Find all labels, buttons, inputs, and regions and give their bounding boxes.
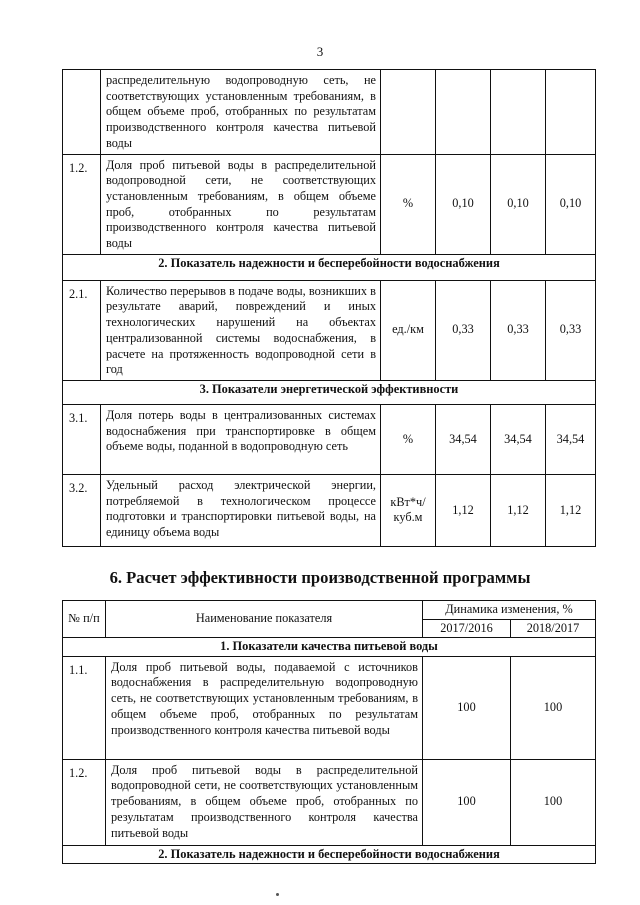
table-row bbox=[63, 656, 596, 759]
row-text: распределительную водопроводную сеть, не соответствующих установленным требованиям, в общем объеме проб, отобранных по результатам производственного контроля качества питьевой воды bbox=[101, 70, 381, 155]
header-number: № п/п bbox=[63, 601, 106, 638]
row-number: 1.2. bbox=[63, 154, 101, 254]
efficiency-table bbox=[62, 600, 596, 864]
row-value: 100 bbox=[511, 656, 596, 759]
row-unit: % bbox=[381, 404, 436, 474]
row-text: Доля проб питьевой воды в распределительной водопроводной сети, не соответствующих установленным требованиям, в общем объеме проб, отобранных по результатам производственного контроля качества питьевой воды bbox=[106, 759, 423, 845]
row-number: 3.1. bbox=[63, 404, 101, 474]
section-title: 3. Показатели энергетической эффективности bbox=[63, 380, 596, 404]
row-value: 1,12 bbox=[546, 474, 596, 546]
indicators-table bbox=[62, 69, 596, 547]
row-text: Доля проб питьевой воды, подаваемой с источников водоснабжения в распределительную водопроводную сеть, не соответствующих установленным требованиям, в общем объеме проб, отобранных по результатам производственного контроля качества питьевой воды bbox=[106, 656, 423, 759]
section-title: 2. Показатель надежности и бесперебойности водоснабжения bbox=[63, 845, 596, 864]
row-value: 34,54 bbox=[491, 404, 546, 474]
header-row bbox=[63, 601, 596, 620]
row-value: 0,10 bbox=[491, 154, 546, 254]
table-row bbox=[63, 154, 596, 254]
section-row bbox=[63, 638, 596, 657]
row-text: Количество перерывов в подаче воды, возникших в результате аварий, повреждений и иных технологических нарушений на объектах централизованной системы водоснабжения, в расчете на протяженность водопроводной сети в год bbox=[101, 280, 381, 380]
row-number: 1.2. bbox=[63, 759, 106, 845]
header-period: 2018/2017 bbox=[511, 620, 596, 638]
section-row bbox=[63, 254, 596, 280]
row-value: 34,54 bbox=[546, 404, 596, 474]
row-number: 3.2. bbox=[63, 474, 101, 546]
table-row bbox=[63, 280, 596, 380]
header-period: 2017/2016 bbox=[423, 620, 511, 638]
section-title: 2. Показатель надежности и бесперебойности водоснабжения bbox=[63, 254, 596, 280]
section-row bbox=[63, 380, 596, 404]
row-value: 0,33 bbox=[491, 280, 546, 380]
section-title: 1. Показатели качества питьевой воды bbox=[63, 638, 596, 657]
row-value: 100 bbox=[511, 759, 596, 845]
row-value: 34,54 bbox=[436, 404, 491, 474]
table-row bbox=[63, 759, 596, 845]
row-value: 100 bbox=[423, 656, 511, 759]
row-value: 0,10 bbox=[436, 154, 491, 254]
scan-speck bbox=[276, 893, 279, 896]
table-row bbox=[63, 404, 596, 474]
row-unit: % bbox=[381, 154, 436, 254]
row-value: 1,12 bbox=[436, 474, 491, 546]
row-value: 1,12 bbox=[491, 474, 546, 546]
section-heading: 6. Расчет эффективности производственной программы bbox=[109, 568, 531, 587]
table-row bbox=[63, 474, 596, 546]
header-name: Наименование показателя bbox=[106, 601, 423, 638]
row-number: 2.1. bbox=[63, 280, 101, 380]
row-unit: ед./км bbox=[381, 280, 436, 380]
row-value: 0,33 bbox=[546, 280, 596, 380]
page-number: 3 bbox=[316, 44, 324, 59]
row-text: Доля потерь воды в централизованных системах водоснабжения при транспортировке в общем объеме воды, поданной в водопроводную сеть bbox=[101, 404, 381, 474]
row-unit: кВт*ч/ куб.м bbox=[381, 474, 436, 546]
row-value: 0,33 bbox=[436, 280, 491, 380]
row-number: 1.1. bbox=[63, 656, 106, 759]
table-row bbox=[63, 70, 596, 155]
section-row bbox=[63, 845, 596, 864]
row-value: 0,10 bbox=[546, 154, 596, 254]
row-text: Удельный расход электрической энергии, потребляемой в технологическом процессе подготовки и транспортировки питьевой воды, на единицу объема воды bbox=[101, 474, 381, 546]
row-value: 100 bbox=[423, 759, 511, 845]
header-dynamics: Динамика изменения, % bbox=[423, 601, 596, 620]
row-text: Доля проб питьевой воды в распределительной водопроводной сети, не соответствующих установленным требованиям, в общем объеме проб, отобранных по результатам производственного контроля качества питьевой воды bbox=[101, 154, 381, 254]
